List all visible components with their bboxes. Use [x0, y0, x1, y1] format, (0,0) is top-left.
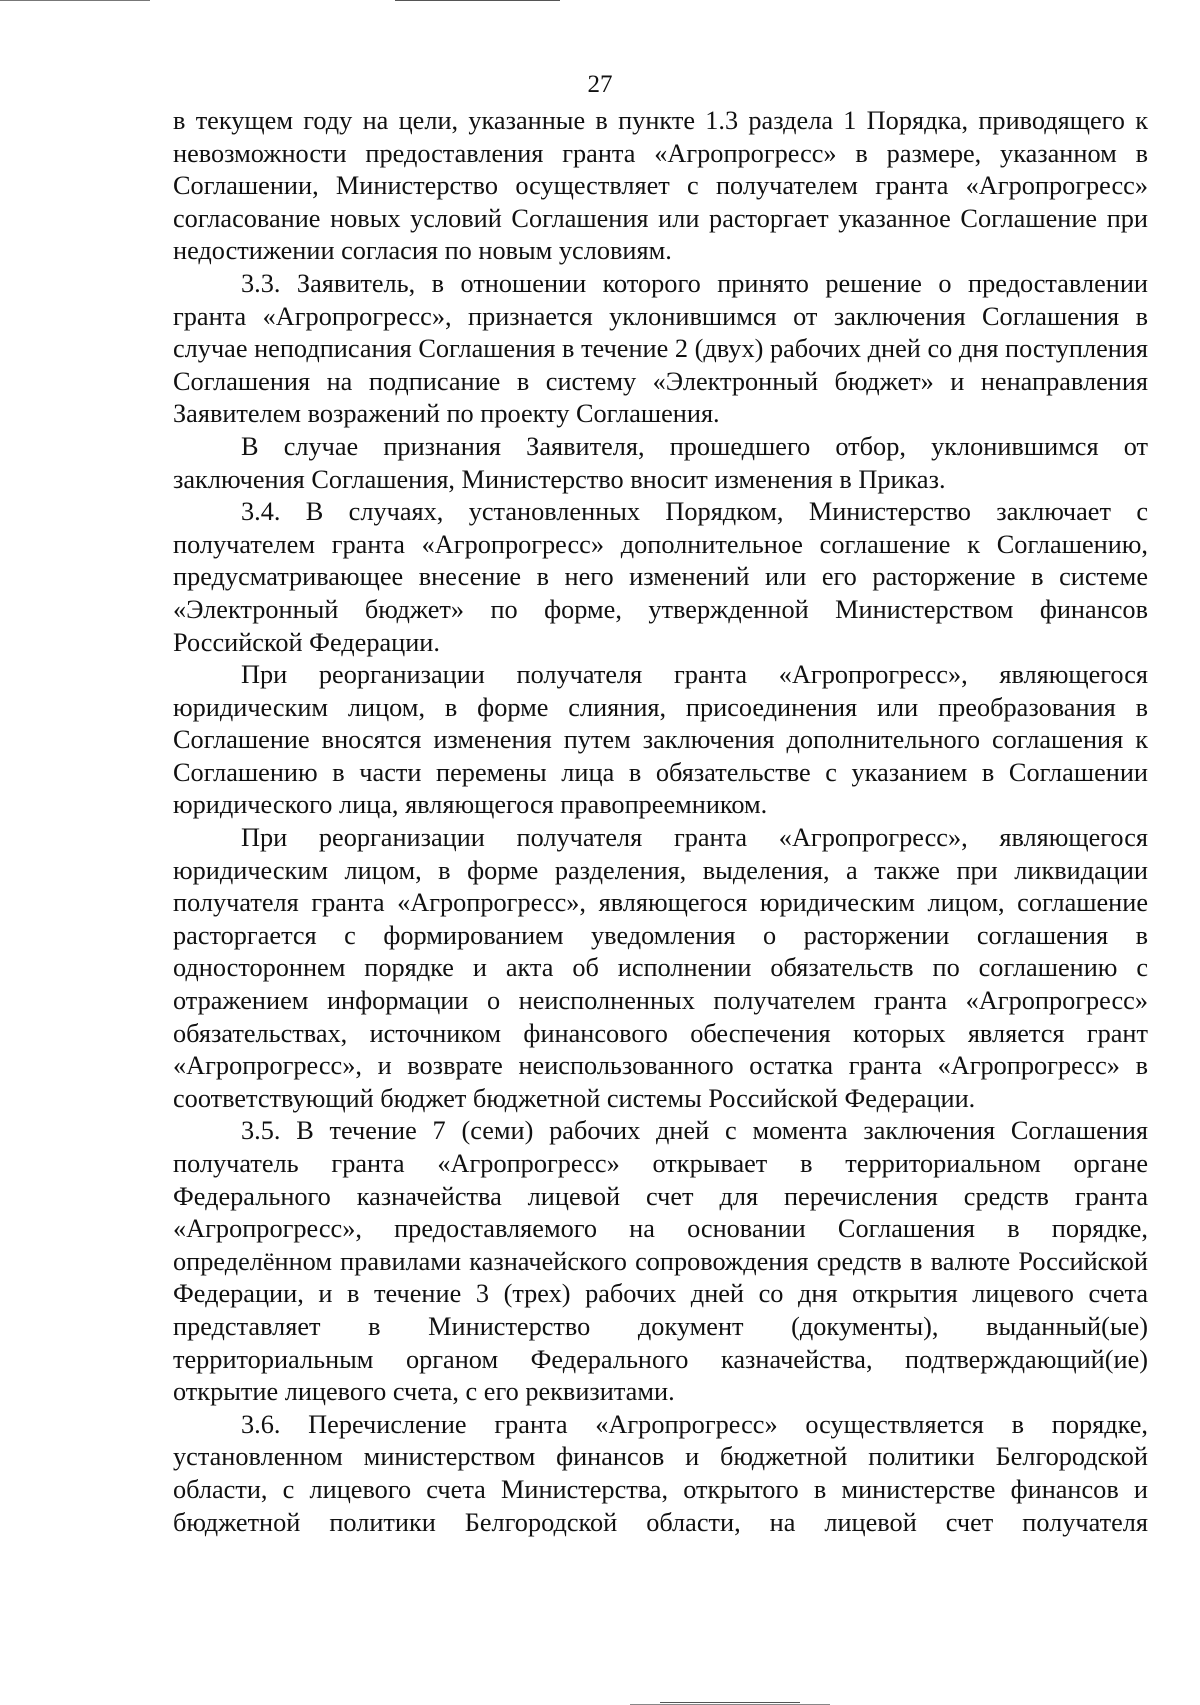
paragraph-continuation: в текущем году на цели, указанные в пункте 1.3 раздела 1 Порядка, приводящего к невозможности предоставления гранта «Агропрогресс» в размере, указанном в Соглашении, Министерство осуществляет с получателем гранта «Агропрогресс» согласование новых условий Соглашения или расторгает указанное Соглашение при недостижении согласия по новым условиям. — [173, 106, 1148, 266]
paragraph-reorganization-merge: При реорганизации получателя гранта «Агропрогресс», являющегося юридическим лицом, в форме слияния, присоединения или преобразования в Соглашение вносятся изменения путем заключения дополнительного соглашения к Соглашению в части перемены лица в обязательстве с указанием в Соглашении юридического лица, являющегося правопреемником. — [173, 660, 1148, 820]
paragraph-3-3: 3.3. Заявитель, в отношении которого принято решение о предоставлении гранта «Агропрогресс», признается уклонившимся от заключения Соглашения в случае неподписания Соглашения в течение 2 (двух) рабочих дней со дня поступления Соглашения на подписание в систему «Электронный бюджет» и ненаправления Заявителем возражений по проекту Соглашения. — [173, 268, 1148, 429]
document-body — [173, 105, 1148, 1539]
paragraph-reorganization-split: При реорганизации получателя гранта «Агропрогресс», являющегося юридическим лицом, в форме разделения, выделения, а также при ликвидации получателя гранта «Агропрогресс», являющегося юридическим лицом, соглашение расторгается с формированием уведомления о расторжении соглашения в одностороннем порядке и акта об исполнении обязательств по соглашению с отражением информации о неисполненных получателем гранта «Агропрогресс» обязательствах, источником финансового обеспечения которых является грант «Агропрогресс», и возврате неиспользованного остатка гранта «Агропрогресс» в соответствующий бюджет бюджетной системы Российской Федерации. — [173, 823, 1148, 1113]
paragraph-3-4: 3.4. В случаях, установленных Порядком, Министерство заключает с получателем гранта «Агропрогресс» дополнительное соглашение к Соглашению, предусматривающее внесение в него изменений или его расторжение в системе «Электронный бюджет» по форме, утвержденной Министерством финансов Российской Федерации. — [173, 497, 1148, 657]
scan-edge-bottom-inner — [660, 1702, 800, 1703]
paragraph-3-6: 3.6. Перечисление гранта «Агропрогресс» осуществляется в порядке, установленном министерством финансов и бюджетной политики Белгородской области, с лицевого счета Министерства, открытого в министерстве финансов и бюджетной политики Белгородской области, на лицевой счет получателя — [173, 1409, 1148, 1537]
page-number: 27 — [587, 71, 613, 98]
scan-edge-top-left — [0, 0, 150, 1]
paragraph-3-5: 3.5. В течение 7 (семи) рабочих дней с момента заключения Соглашения получатель гранта «Агропрогресс» открывает в территориальном органе Федерального казначейства лицевой счет для перечисления средств гранта «Агропрогресс», предоставляемого на основании Соглашения в порядке, определённом правилами казначейского сопровождения средств в валюте Российской Федерации, и в течение 3 (трех) рабочих дней со дня открытия лицевого счета представляет в Министерство документ (документы), выданный(ые) территориальным органом Федерального казначейства, подтверждающий(ие) открытие лицевого счета, с его реквизитами. — [173, 1116, 1148, 1407]
scan-edge-top — [395, 0, 560, 1]
paragraph-evasion-case: В случае признания Заявителя, прошедшего отбор, уклонившимся от заключения Соглашения, Министерство вносит изменения в Приказ. — [173, 431, 1148, 494]
